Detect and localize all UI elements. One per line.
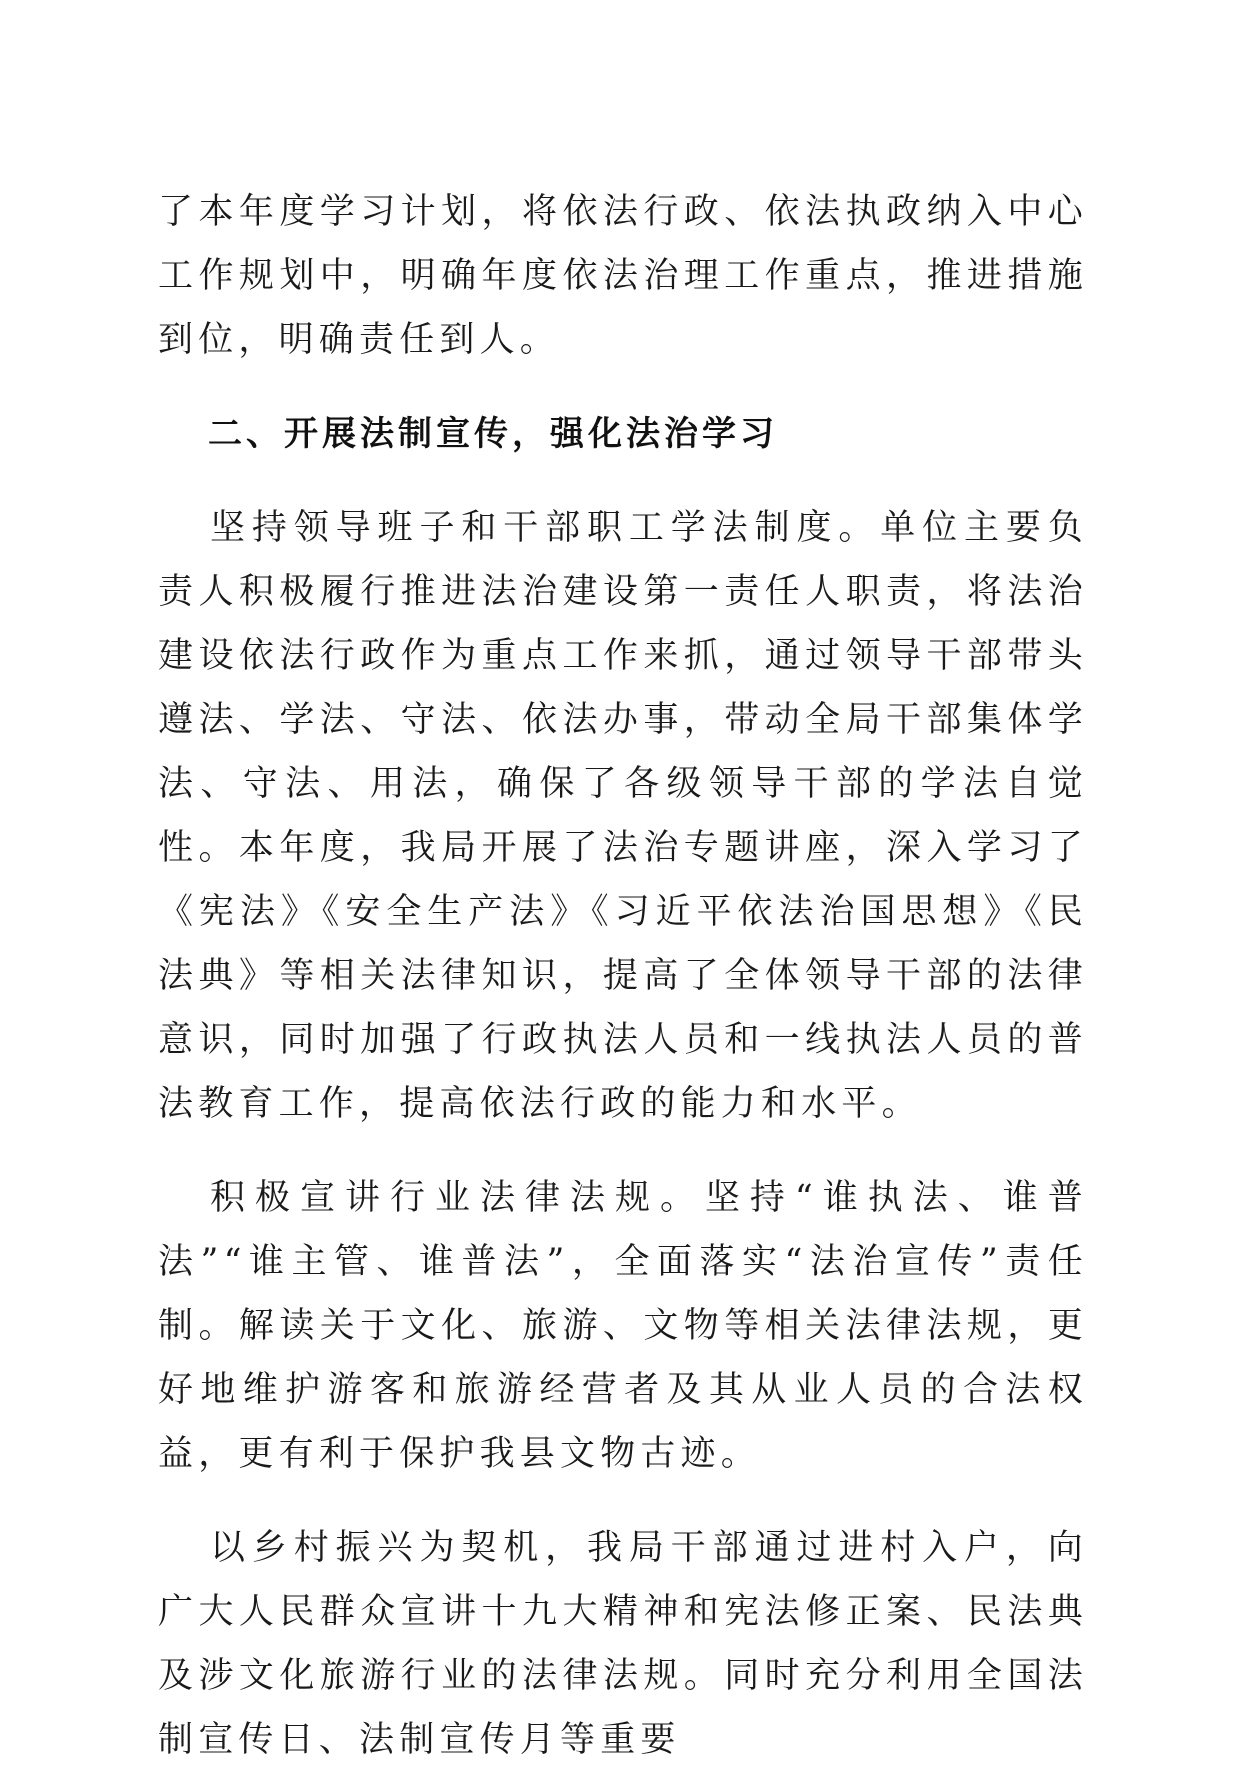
document-body (158, 180, 1088, 1772)
paragraph-continued-intro: 了本年度学习计划，将依法行政、依法执政纳入中心工作规划中，明确年度依法治理工作重点，推进措施到位，明确责任到人。 (158, 192, 1088, 360)
paragraph-industry-law-promotion: 积极宣讲行业法律法规。坚持“谁执法、谁普法”“谁主管、谁普法”，全面落实“法治宣传”责任制。解读关于文化、旅游、文物等相关法律法规，更好地维护游客和旅游经营者及其从业人员的合法权益，更有利于保护我县文物古迹。 (158, 1178, 1088, 1474)
section-heading-two: 二、开展法制宣传，强化法治学习 (208, 414, 778, 454)
paragraph-rural-revitalization: 以乡村振兴为契机，我局干部通过进村入户，向广大人民群众宣讲十九大精神和宪法修正案、民法典及涉文化旅游行业的法律法规。同时充分利用全国法制宣传日、法制宣传月等重要 (158, 1528, 1088, 1760)
paragraph-study-system: 坚持领导班子和干部职工学法制度。单位主要负责人积极履行推进法治建设第一责任人职责，将法治建设依法行政作为重点工作来抓，通过领导干部带头遵法、学法、守法、依法办事，带动全局干部集体学法、守法、用法，确保了各级领导干部的学法自觉性。本年度，我局开展了法治专题讲座，深入学习了《宪法》《安全生产法》《习近平依法治国思想》《民法典》等相关法律知识，提高了全体领导干部的法律意识，同时加强了行政执法人员和一线执法人员的普法教育工作，提高依法行政的能力和水平。 (158, 508, 1088, 1124)
